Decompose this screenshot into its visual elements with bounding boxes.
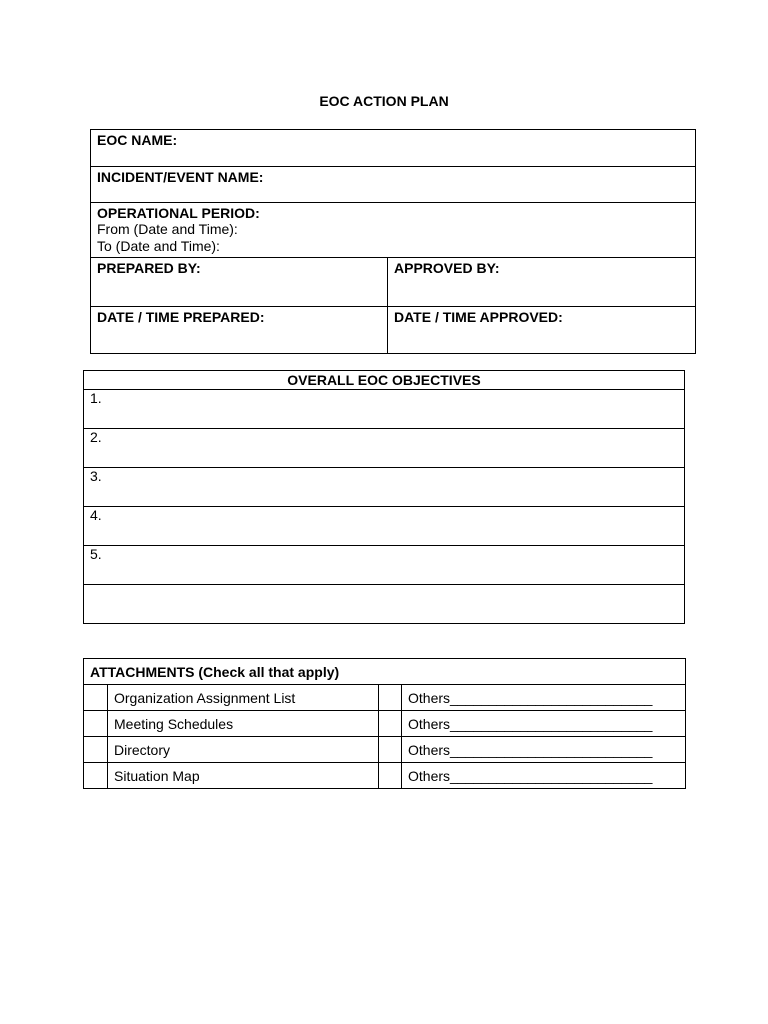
- incident-name-label: INCIDENT/EVENT NAME:: [97, 169, 264, 185]
- operational-period-field[interactable]: [91, 203, 696, 258]
- objective-row-4[interactable]: 4.: [84, 507, 685, 546]
- attachment-label-meeting-schedules: Meeting Schedules: [108, 711, 379, 737]
- attachment-label-directory: Directory: [108, 737, 379, 763]
- objective-row-2[interactable]: 2.: [84, 429, 685, 468]
- attachment-checkbox-others-1[interactable]: [379, 685, 402, 711]
- prepared-by-label: PREPARED BY:: [97, 260, 201, 276]
- approved-by-field[interactable]: [388, 258, 696, 307]
- attachment-checkbox-org-list[interactable]: [84, 685, 108, 711]
- date-prepared-label: DATE / TIME PREPARED:: [97, 309, 265, 325]
- objective-row-5[interactable]: 5.: [84, 546, 685, 585]
- objectives-header: OVERALL EOC OBJECTIVES: [84, 371, 685, 390]
- date-approved-field[interactable]: [388, 307, 696, 354]
- attachments-header: ATTACHMENTS (Check all that apply): [84, 659, 686, 685]
- attachment-checkbox-directory[interactable]: [84, 737, 108, 763]
- attachment-checkbox-meeting-schedules[interactable]: [84, 711, 108, 737]
- info-table: [90, 129, 696, 354]
- attachment-checkbox-situation-map[interactable]: [84, 763, 108, 789]
- attachment-label-others-3[interactable]: Others__________________________: [402, 737, 686, 763]
- approved-by-label: APPROVED BY:: [394, 260, 500, 276]
- operational-period-label: OPERATIONAL PERIOD:: [97, 205, 260, 221]
- attachment-checkbox-others-3[interactable]: [379, 737, 402, 763]
- attachment-label-org-list: Organization Assignment List: [108, 685, 379, 711]
- date-prepared-field[interactable]: [91, 307, 388, 354]
- date-approved-label: DATE / TIME APPROVED:: [394, 309, 563, 325]
- eoc-name-field[interactable]: [91, 130, 696, 167]
- to-label: To (Date and Time):: [97, 238, 220, 254]
- document-title: EOC ACTION PLAN: [319, 93, 449, 109]
- attachments-table: [83, 658, 686, 789]
- attachment-checkbox-others-2[interactable]: [379, 711, 402, 737]
- objective-row-3[interactable]: 3.: [84, 468, 685, 507]
- objective-row-6[interactable]: [84, 585, 685, 624]
- attachment-label-others-4[interactable]: Others__________________________: [402, 763, 686, 789]
- eoc-name-label: EOC NAME:: [97, 132, 178, 148]
- prepared-by-field[interactable]: [91, 258, 388, 307]
- objective-row-1[interactable]: 1.: [84, 390, 685, 429]
- attachment-label-situation-map: Situation Map: [108, 763, 379, 789]
- incident-name-field[interactable]: [91, 167, 696, 203]
- attachment-label-others-1[interactable]: Others__________________________: [402, 685, 686, 711]
- attachment-label-others-2[interactable]: Others__________________________: [402, 711, 686, 737]
- from-label: From (Date and Time):: [97, 221, 238, 237]
- attachment-checkbox-others-4[interactable]: [379, 763, 402, 789]
- objectives-table: [83, 370, 685, 624]
